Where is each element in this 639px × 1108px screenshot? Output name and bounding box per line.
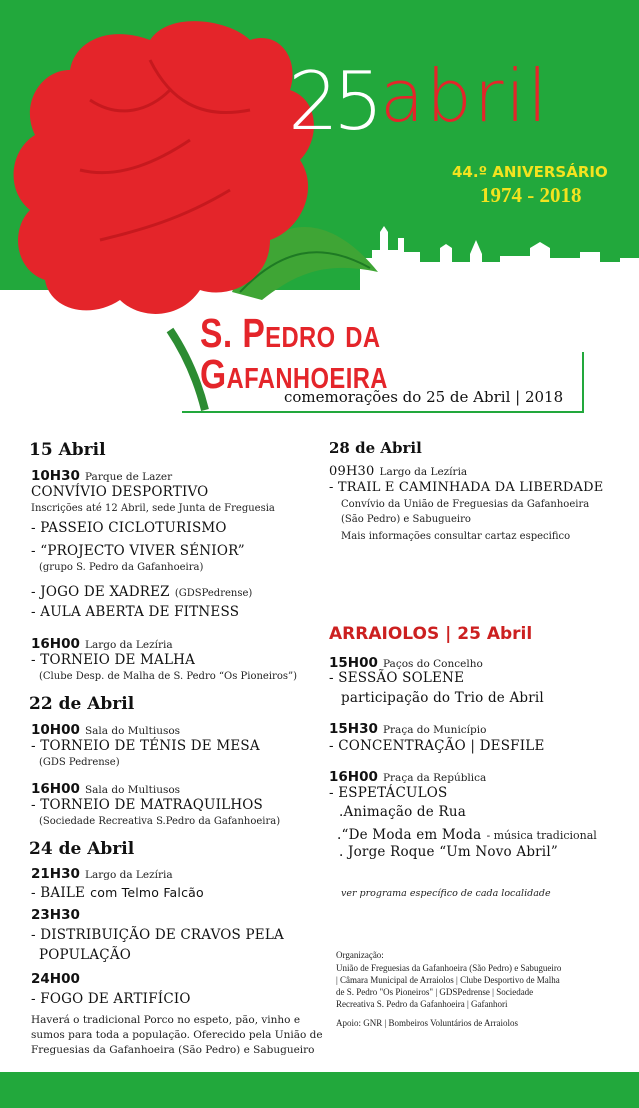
logo-word-abril: abril <box>380 54 550 138</box>
event-detail: (Sociedade Recreativa S.Pedro da Gafanhoeira) <box>39 816 281 827</box>
subtitle: comemorações do 25 de Abril | 2018 <box>284 388 564 406</box>
event-time-row: 16H00 Praça da República <box>329 769 487 785</box>
day-heading: 28 de Abril <box>329 439 422 457</box>
event-item: - BAILE com Telmo Falcão <box>31 885 204 901</box>
event-time-row: 16H00 Sala do Multiusos <box>31 781 181 797</box>
organization-line: União de Freguesias da Gafanhoeira (São Pedro) e Sabugueiro <box>336 963 562 973</box>
event-item: - AULA ABERTA DE FITNESS <box>31 604 240 620</box>
arraiolos-heading: ARRAIOLOS | 25 Abril <box>329 624 533 644</box>
logo-number-25: 25 <box>288 55 378 148</box>
event-time-row: 09H30 Largo da Lezíria <box>329 464 468 479</box>
anniversary-label: 44.º ANIVERSÁRIO <box>452 163 608 181</box>
event-item: - FOGO DE ARTIFÍCIO <box>31 991 191 1007</box>
note-line: Freguesias da Gafanhoeira (São Pedro) e Sabugueiro <box>31 1044 315 1056</box>
event-detail: (grupo S. Pedro da Gafanhoeira) <box>39 562 204 573</box>
event-title: CONVÍVIO DESPORTIVO <box>31 484 209 500</box>
support-line: Apoio: GNR | Bombeiros Voluntários de Arraiolos <box>336 1018 518 1028</box>
event-item: - TORNEIO DE MALHA <box>31 652 196 668</box>
event-item: - DISTRIBUIÇÃO DE CRAVOS PELA <box>31 927 284 943</box>
event-time-row: 16H00 Largo da Lezíria <box>31 636 173 652</box>
event-time: 23H30 <box>31 907 80 923</box>
event-item: - TRAIL E CAMINHADA DA LIBERDADE <box>329 480 604 495</box>
event-item: - CONCENTRAÇÃO | DESFILE <box>329 738 545 754</box>
organization-line: de S. Pedro "Os Pioneiros" | GDSPedrense | Sociedade <box>336 987 534 997</box>
event-time-row: 15H00 Paços do Concelho <box>329 655 483 671</box>
event-item: - PASSEIO CICLOTURISMO <box>31 520 227 536</box>
event-detail: Mais informações consultar cartaz especifico <box>341 531 571 542</box>
event-item: - TORNEIO DE TÉNIS DE MESA <box>31 738 260 754</box>
organization-line: | Câmara Municipal de Arraiolos | Clube Desportivo de Malha <box>336 975 560 985</box>
event-detail: Convívio da União de Freguesias da Gafanhoeira <box>341 499 590 510</box>
event-item: - “PROJECTO VIVER SÉNIOR” <box>31 543 245 559</box>
event-item: participação do Trio de Abril <box>341 690 544 706</box>
event-time-row: 10H00 Sala do Multiusos <box>31 722 181 738</box>
event-time-row: 15H30 Praça do Município <box>329 721 487 737</box>
event-detail: (Clube Desp. de Malha de S. Pedro “Os Pioneiros”) <box>39 671 297 682</box>
event-time-row: 21H30 Largo da Lezíria <box>31 866 173 882</box>
years-label: 1974 - 2018 <box>480 183 582 207</box>
day-heading: 15 Abril <box>29 440 106 460</box>
footer-green-band <box>0 1072 639 1108</box>
day-heading: 24 de Abril <box>29 839 135 859</box>
event-time: 24H00 <box>31 971 80 987</box>
note-line: sumos para toda a população. Oferecido pela União de <box>31 1029 323 1041</box>
organization-title: Organização: <box>336 950 384 960</box>
event-item: - SESSÃO SOLENE <box>329 670 465 686</box>
event-item: . Jorge Roque “Um Novo Abril” <box>339 844 558 860</box>
event-item: .Animação de Rua <box>339 804 466 820</box>
parish-title: S. Pedro da Gafanhoeira <box>200 310 388 397</box>
event-detail: (GDS Pedrense) <box>39 757 120 768</box>
organization-line: Recreativa S. Pedro da Gafanhoeira | Gafanhori <box>336 999 508 1009</box>
note-line: Haverá o tradicional Porco no espeto, pão, vinho e <box>31 1014 301 1026</box>
event-item: .“De Moda em Moda - música tradicional <box>337 827 597 843</box>
event-time-row: 10H30 Parque de Lazer <box>31 468 173 484</box>
day-heading: 22 de Abril <box>29 694 135 714</box>
event-item: - TORNEIO DE MATRAQUILHOS <box>31 797 264 813</box>
event-detail: Inscrições até 12 Abril, sede Junta de Freguesia <box>31 503 275 514</box>
event-item: POPULAÇÃO <box>39 947 132 963</box>
town-skyline <box>360 226 639 290</box>
event-item: - ESPETÁCULOS <box>329 785 448 801</box>
event-item: - JOGO DE XADREZ (GDSPedrense) <box>31 584 253 600</box>
program-note: ver programa específico de cada localidade <box>341 888 551 899</box>
event-detail: (São Pedro) e Sabugueiro <box>341 514 471 525</box>
